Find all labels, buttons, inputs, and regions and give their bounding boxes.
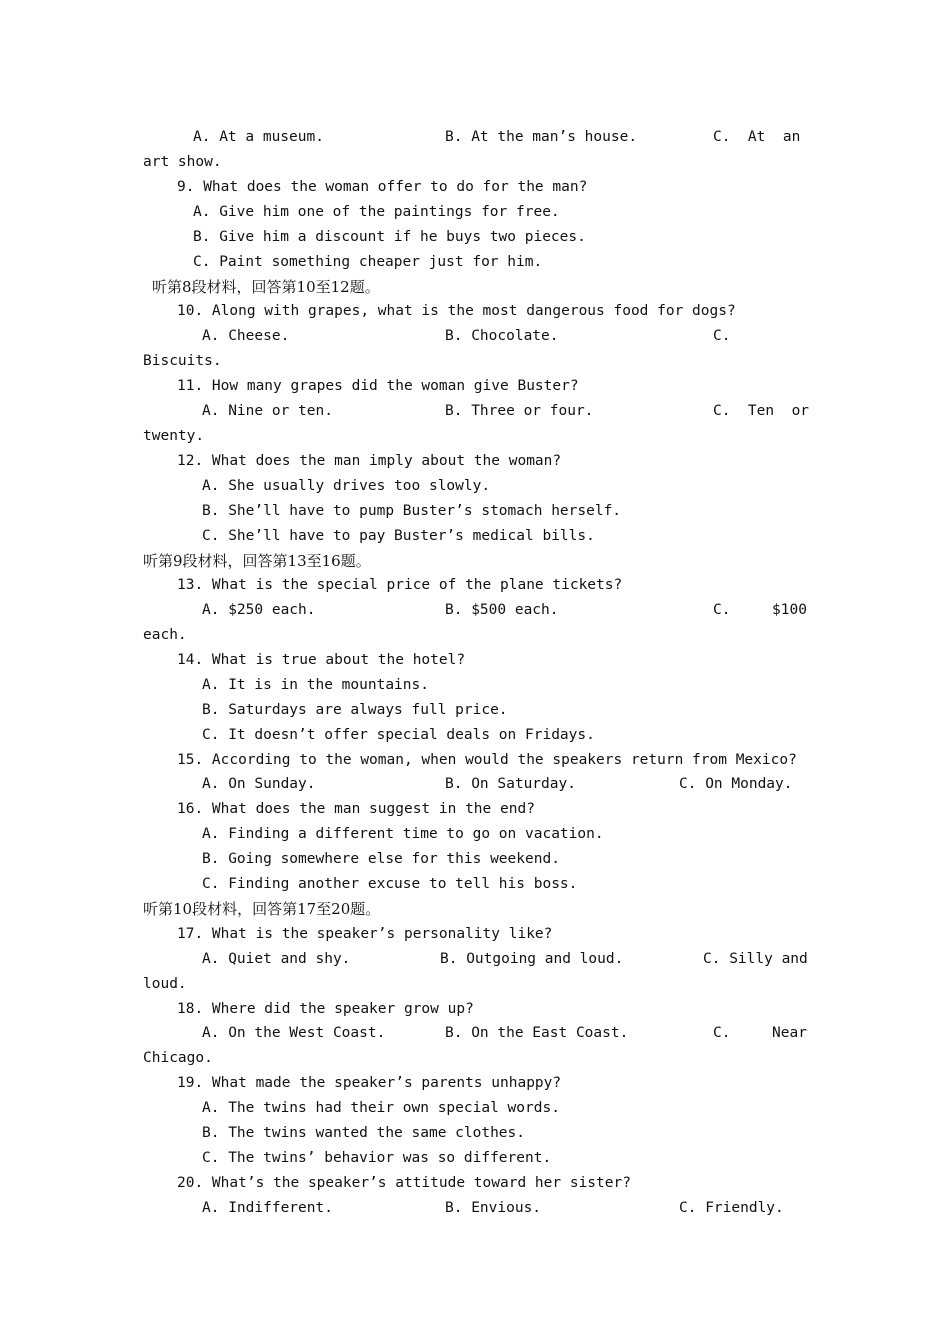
q18-option-c-continued: Chicago. [143,1050,213,1066]
q19-option-c: C. The twins’ behavior was so different. [202,1150,552,1166]
q10-option-a: A. Cheese. [202,328,290,344]
section-heading-10: 听第10段材料，回答第17至20题。 [143,900,381,918]
q17-option-c: C. Silly and [703,951,808,967]
question-10: 10. Along with grapes, what is the most dangerous food for dogs? [177,303,736,319]
q17-option-a: A. Quiet and shy. [202,951,351,967]
q15-option-a: A. On Sunday. [202,776,316,792]
q17-option-b: B. Outgoing and loud. [440,951,624,967]
q19-option-a: A. The twins had their own special words. [202,1100,560,1116]
q11-option-c: C. Ten or [713,403,810,419]
question-19: 19. What made the speaker’s parents unhappy? [177,1075,562,1091]
q12-option-a: A. She usually drives too slowly. [202,478,491,494]
question-12: 12. What does the man imply about the woman? [177,453,562,469]
q18-option-b: B. On the East Coast. [445,1025,629,1041]
q10-option-c-continued: Biscuits. [143,353,222,369]
q15-option-b: B. On Saturday. [445,776,576,792]
q13-option-a: A. $250 each. [202,602,316,618]
q20-option-a: A. Indifferent. [202,1200,333,1216]
q11-option-b: B. Three or four. [445,403,594,419]
q8-option-c: C. At an [713,129,801,145]
q13-option-b: B. $500 each. [445,602,559,618]
q16-option-b: B. Going somewhere else for this weekend. [202,851,560,867]
q16-option-a: A. Finding a different time to go on vacation. [202,826,604,842]
q14-option-b: B. Saturdays are always full price. [202,702,508,718]
question-9: 9. What does the woman offer to do for the man? [177,179,588,195]
q11-option-c-continued: twenty. [143,428,205,444]
q13-option-c-continued: each. [143,627,187,643]
q18-option-a: A. On the West Coast. [202,1025,386,1041]
question-13: 13. What is the special price of the plane tickets? [177,577,623,593]
q17-option-c-continued: loud. [143,976,187,992]
q16-option-c: C. Finding another excuse to tell his boss. [202,876,578,892]
q11-option-a: A. Nine or ten. [202,403,333,419]
question-18: 18. Where did the speaker grow up? [177,1001,474,1017]
q14-option-a: A. It is in the mountains. [202,677,429,693]
q13-option-c-price: $100 [772,602,807,618]
q9-option-a: A. Give him one of the paintings for free. [193,204,560,220]
question-15: 15. According to the woman, when would the speakers return from Mexico? [177,752,797,768]
q20-option-c: C. Friendly. [679,1200,784,1216]
question-17: 17. What is the speaker’s personality like? [177,926,553,942]
q9-option-c: C. Paint something cheaper just for him. [193,254,543,270]
q10-option-b: B. Chocolate. [445,328,559,344]
question-14: 14. What is true about the hotel? [177,652,466,668]
q8-option-b: B. At the man’s house. [445,129,638,145]
q8-option-c-continued: art show. [143,154,222,170]
q20-option-b: B. Envious. [445,1200,542,1216]
question-11: 11. How many grapes did the woman give Buster? [177,378,579,394]
q10-option-c: C. [713,328,731,344]
q19-option-b: B. The twins wanted the same clothes. [202,1125,526,1141]
q13-option-c: C. [713,602,731,618]
q15-option-c: C. On Monday. [679,776,793,792]
question-20: 20. What’s the speaker’s attitude toward her sister? [177,1175,631,1191]
question-16: 16. What does the man suggest in the end? [177,801,535,817]
section-heading-8: 听第8段材料，回答第10至12题。 [152,278,380,296]
q18-option-c: C. [713,1025,731,1041]
q18-option-c-near: Near [772,1025,807,1041]
q12-option-c: C. She’ll have to pay Buster’s medical bills. [202,528,595,544]
q9-option-b: B. Give him a discount if he buys two pieces. [193,229,586,245]
q12-option-b: B. She’ll have to pump Buster’s stomach herself. [202,503,622,519]
section-heading-9: 听第9段材料，回答第13至16题。 [143,552,371,570]
q14-option-c: C. It doesn’t offer special deals on Fridays. [202,727,595,743]
q8-option-a: A. At a museum. [193,129,324,145]
